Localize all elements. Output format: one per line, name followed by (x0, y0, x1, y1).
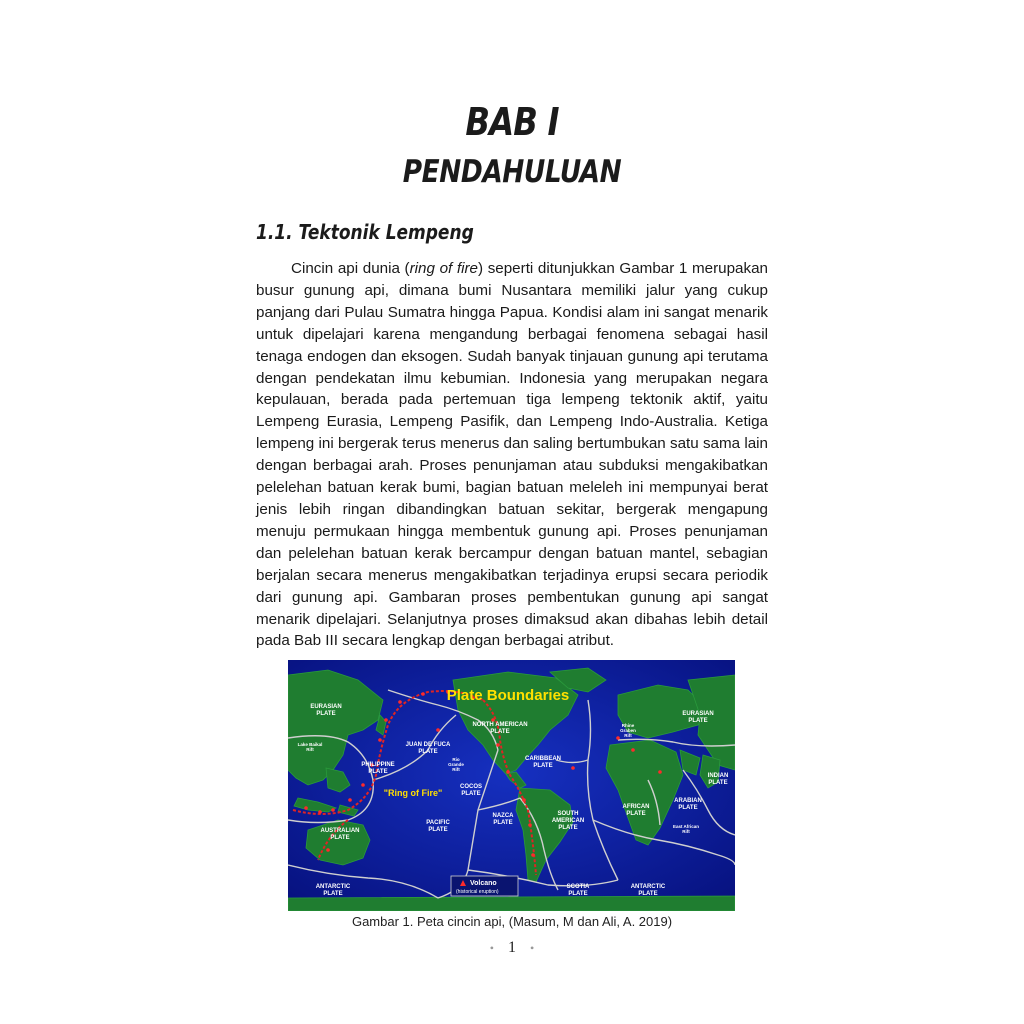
chapter-heading: BAB I (465, 100, 559, 144)
label-rhine-3: Rift (624, 733, 632, 738)
label-south-american-2: AMERICAN (551, 818, 585, 824)
label-north-american-2: PLATE (490, 729, 510, 735)
label-australian-2: PLATE (330, 835, 350, 841)
label-indian-1: INDIAN (707, 773, 729, 779)
label-juan-de-fuca-2: PLATE (418, 749, 438, 755)
label-eurasian-e-1: EURASIAN (682, 711, 714, 717)
label-rio-grande-2: Grande (448, 762, 464, 767)
label-caribbean-1: CARIBBEAN (525, 756, 561, 762)
label-nazca-2: PLATE (493, 820, 513, 826)
label-rio-grande-3: Rift (452, 767, 460, 772)
label-indian-2: PLATE (708, 780, 728, 786)
label-eurasian-w-1: EURASIAN (310, 704, 342, 710)
legend-subtitle: (historical eruption) (456, 889, 499, 895)
label-african-2: PLATE (626, 811, 646, 817)
page-footer (0, 939, 1024, 957)
label-arabian-2: PLATE (678, 805, 698, 811)
label-scotia-1: SCOTIA (566, 884, 590, 890)
label-antarctic-w-2: PLATE (323, 891, 343, 897)
label-eurasian-e-2: PLATE (688, 718, 708, 724)
label-scotia-2: PLATE (568, 891, 588, 897)
footer-dot-left: • (489, 941, 494, 955)
label-east-african-2: Rift (682, 829, 690, 834)
body-paragraph (256, 258, 768, 652)
label-lake-baikal-2: Rift (306, 747, 314, 752)
label-lake-baikal-1: Lake Baikal (297, 742, 323, 747)
label-pacific-1: PACIFIC (426, 820, 450, 826)
svg-text:NAZCAPLATE (493, 813, 515, 826)
body-text-start: Cincin api dunia ( (291, 260, 410, 277)
label-antarctic-e-2: PLATE (638, 891, 658, 897)
label-african-1: AFRICAN (622, 804, 650, 810)
label-south-american-1: SOUTH (557, 811, 579, 817)
body-text-italic: ring of fire (409, 260, 478, 277)
label-rio-grande-1: Rio (452, 757, 460, 762)
label-philippine-2: PLATE (368, 769, 388, 775)
map-title: Plate Boundaries (446, 687, 570, 704)
footer-dot-right: • (530, 941, 535, 955)
label-north-american-1: NORTH AMERICAN (472, 722, 528, 728)
ring-of-fire-label: "Ring of Fire" (383, 788, 443, 798)
map-svg (288, 660, 735, 911)
label-eurasian-w-2: PLATE (316, 711, 336, 717)
svg-text:AFRICANPLATE (623, 804, 650, 817)
label-australian-1: AUSTRALIAN (320, 828, 360, 834)
label-juan-de-fuca-1: JUAN DE FUCA (405, 742, 451, 748)
svg-text:INDIANPLATE (708, 773, 729, 786)
label-south-american-3: PLATE (558, 825, 578, 831)
label-antarctic-w-1: ANTARCTIC (315, 884, 351, 890)
label-philippine-1: PHILIPPINE (361, 762, 395, 768)
label-cocos-1: COCOS (459, 784, 483, 790)
chapter-title: PENDAHULUAN (402, 154, 622, 190)
label-arabian-1: ARABIAN (674, 798, 702, 804)
label-rhine-2: Graben (620, 728, 636, 733)
svg-text:COCOSPLATE (460, 784, 482, 797)
page-number: 1 (508, 939, 516, 956)
svg-text:SCOTIAPLATE (567, 884, 590, 897)
body-text-rest: ) seperti ditunjukkan Gambar 1 merupakan busur gunung api, dimana bumi Nusantara memiliki jalur yang cukup panjang dari Pulau Sumatra hingga Papua. Kondisi alam ini sangat menarik untuk dipelajari karena mengandung berbagai fenomena sebagai hasil tenaga endogen dan eksogen. Sudah banyak tinjauan gunung api terutama dengan pendekatan ilmu kebumian. Indonesia yang merupakan negara kepulauan, berada pada pertemuan tiga lempeng tektonik aktif, yaitu Lempeng Eurasia, Lempeng Pasifik, dan Lempeng Indo-Australia. Ketiga lempeng ini bergerak terus menerus dan saling bertumbukan satu sama lain dengan berbagai arah. Proses penunjaman atau subduksi mengakibatkan pelelehan batuan kerak bumi, bagian batuan meleleh ini mempunyai berat jenis lebih ringan dibandingkan batuan sekitar, bergerak mengapung menuju permukaan hingga membentuk gunung api. Proses penunjaman dan pelelehan batuan kerak bercampur dengan batuan mantel, sebagian berjalan secara menerus mengakibatkan terjadinya erupsi secara periodik dari gunung api. Gambaran proses pembentukan gunung api sangat menarik dipelajari. Selanjutnya proses dimaksud akan dibahas lebih detail pada Bab III secara lengkap dengan berbagai atribut. (256, 260, 768, 650)
section-heading: 1.1. Tektonik Lempeng (256, 220, 474, 244)
label-caribbean-2: PLATE (533, 763, 553, 769)
legend-title: Volcano (470, 880, 497, 887)
plate-boundaries-map (288, 660, 735, 911)
label-rhine-1: Rhine (621, 723, 635, 728)
label-east-african-1: East African (672, 824, 700, 829)
label-pacific-2: PLATE (428, 827, 448, 833)
label-antarctic-e-1: ANTARCTIC (630, 884, 666, 890)
svg-text:PACIFICPLATE (426, 820, 450, 833)
label-nazca-1: NAZCA (492, 813, 514, 819)
figure-caption: Gambar 1. Peta cincin api, (Masum, M dan Ali, A. 2019) (351, 914, 673, 929)
land-antarctica (288, 896, 735, 911)
label-cocos-2: PLATE (461, 791, 481, 797)
map-legend (451, 876, 518, 896)
